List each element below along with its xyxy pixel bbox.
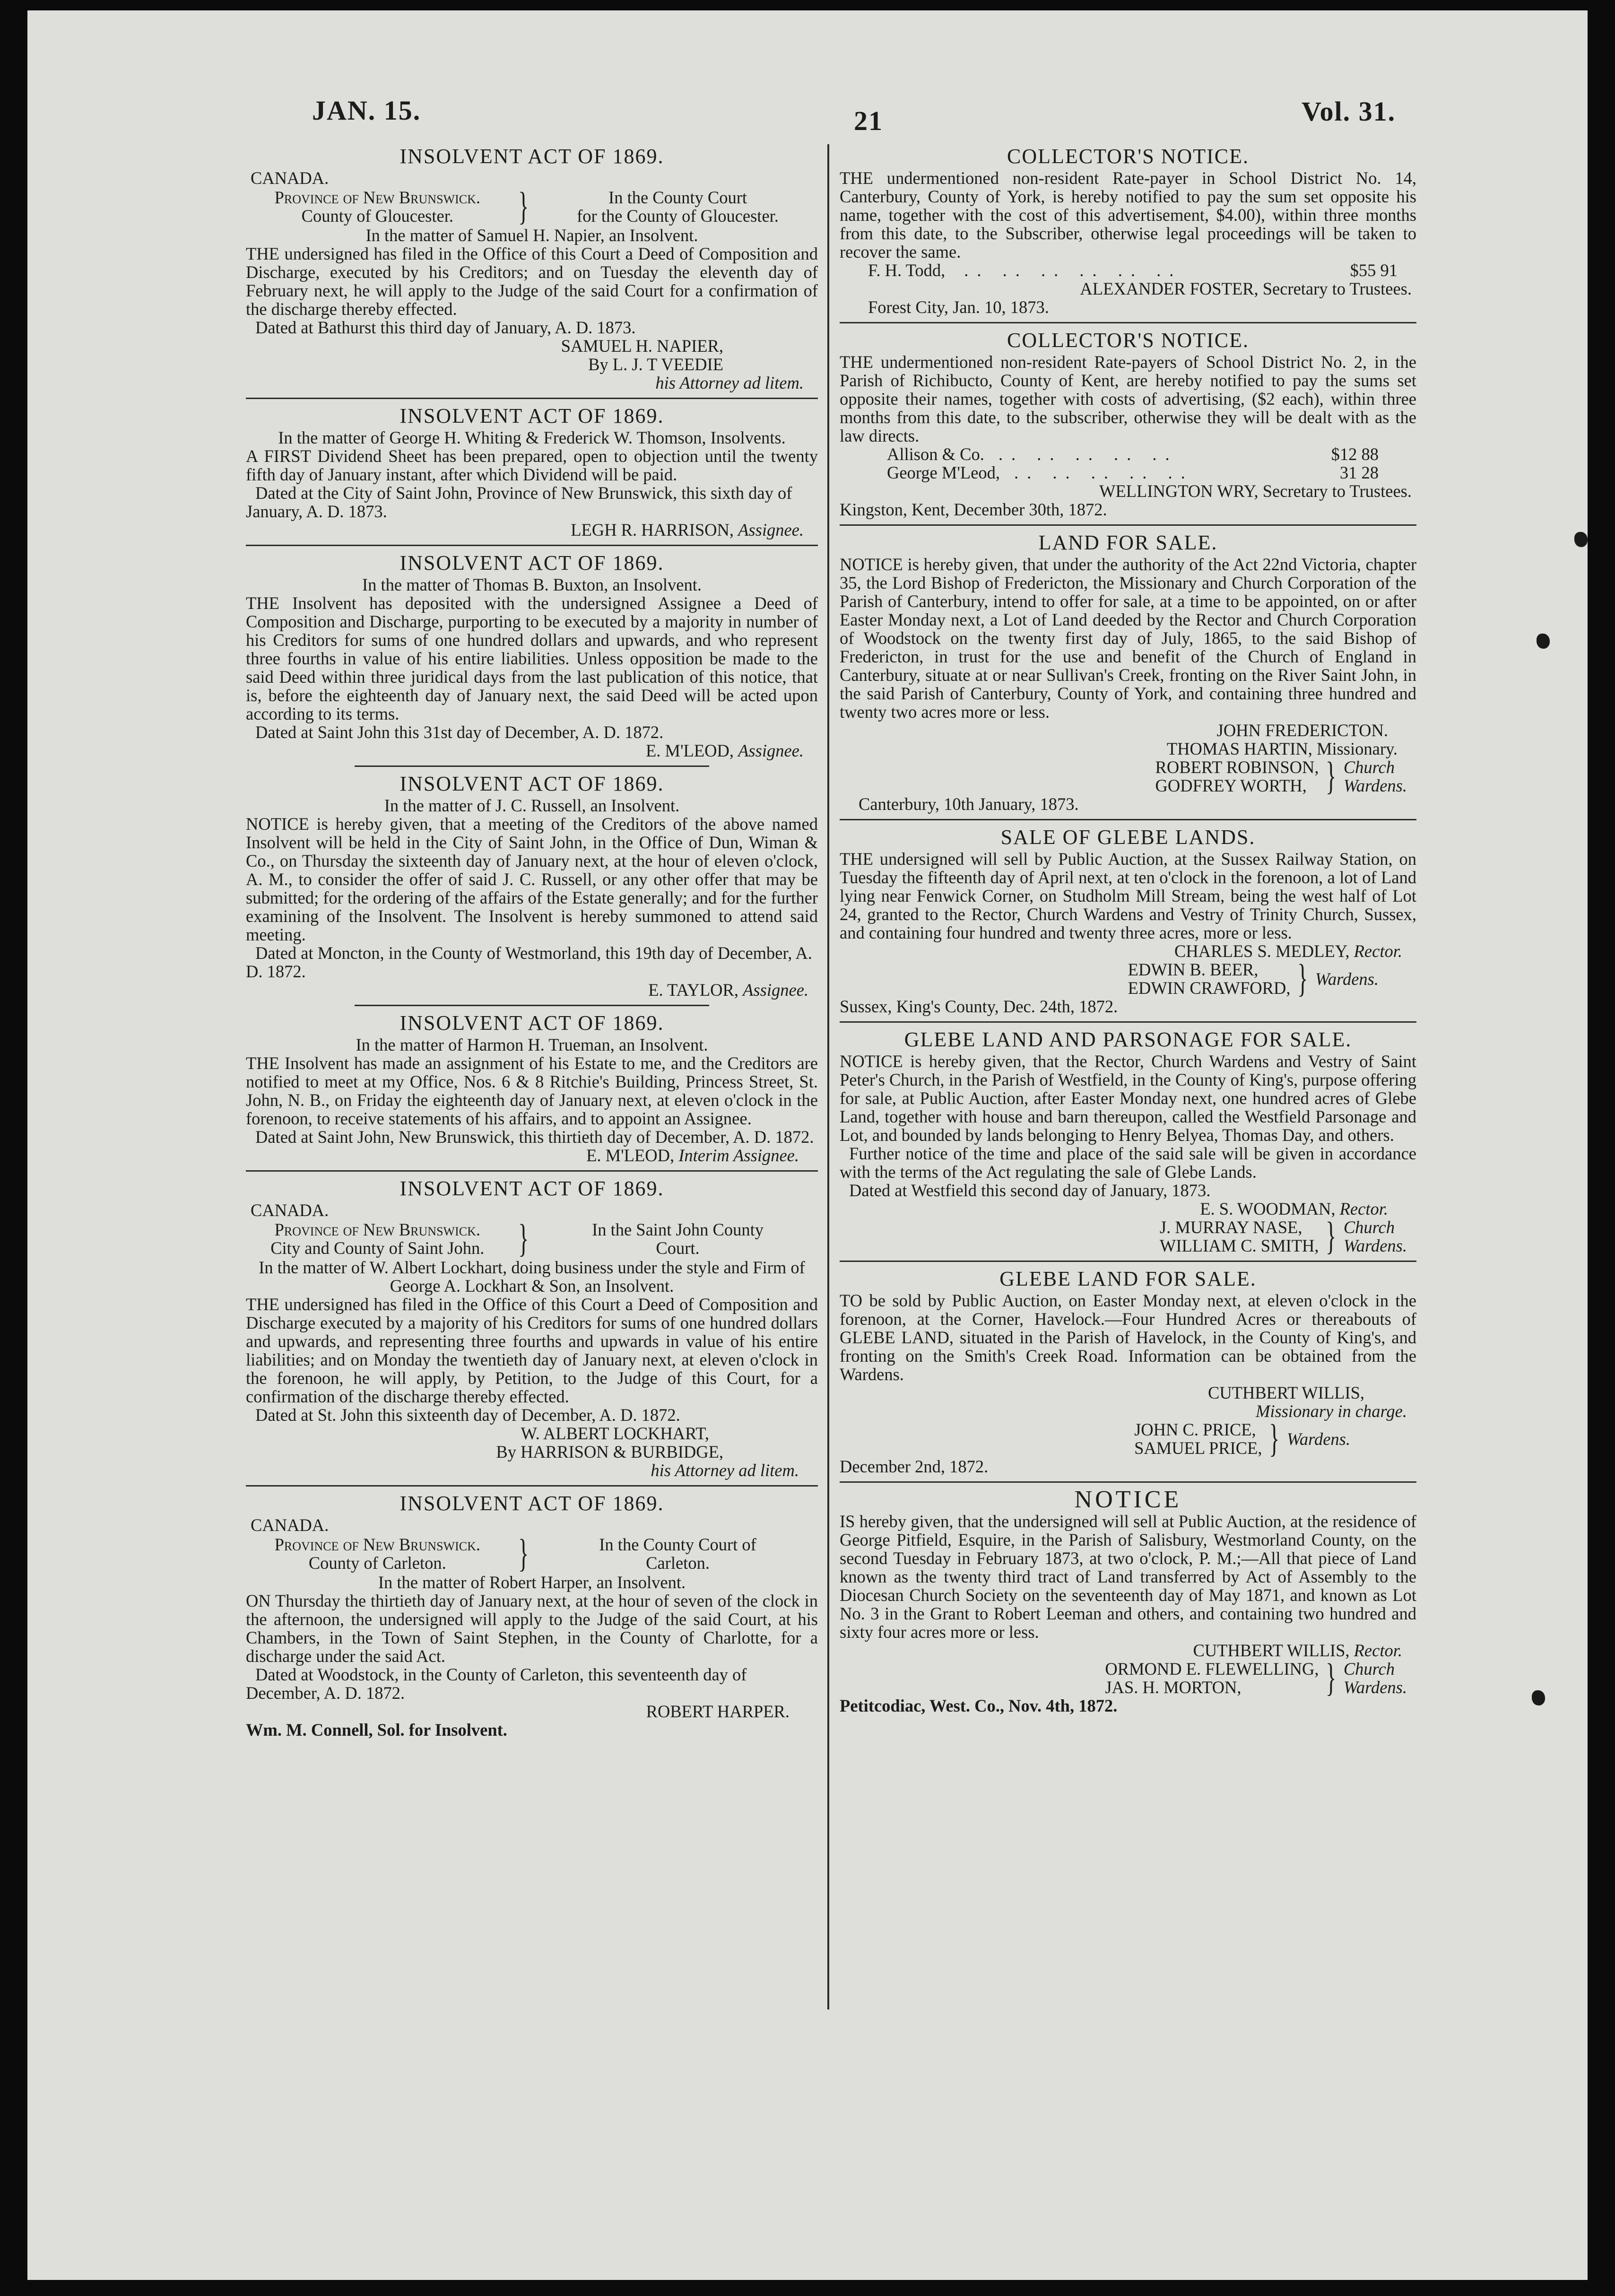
dated-line: Dated at Bathurst this third day of January, A. D. 1873.: [255, 318, 636, 337]
notice-general: [840, 1487, 1416, 1715]
place-date: Petitcodiac, West. Co., Nov. 4th, 1872.: [840, 1696, 1118, 1715]
notice-title: INSOLVENT ACT OF 1869.: [399, 1492, 664, 1515]
section-rule: [840, 322, 1416, 323]
signature: WELLINGTON WRY, Secretary to Trustees.: [1099, 481, 1412, 501]
warden-role: Wardens.: [1343, 1236, 1407, 1255]
notice-russell: [246, 772, 818, 1006]
signature: E. M'LEOD,: [645, 741, 734, 760]
section-rule: [840, 524, 1416, 526]
signature-by: By HARRISON & BURBIDGE,: [496, 1442, 723, 1461]
signature: CUTHBERT WILLIS,: [1207, 1383, 1364, 1402]
ratepayer-name: George M'Leod,: [887, 463, 1000, 482]
signature-role: Rector.: [1339, 1199, 1388, 1218]
signature-role: Assignee.: [738, 741, 804, 760]
notice-title: SALE OF GLEBE LANDS.: [1000, 826, 1256, 849]
notice-body: NOTICE is hereby given, that a meeting of the Creditors of the above named Insolvent will be held in the City of Saint John, in the Office of Dun, Wiman & Co., on Thursday the sixteenth day of January next, at the hour of eleven o'clock, A. M., to consider the offer of said J. C. Russell, or any other offer that may be submitted; for the ordering of the affairs of the Estate generally; and for the further examining of the Insolvent. The Insolvent is hereby summoned to attend said meeting.: [246, 814, 818, 944]
province-label: Province of New Brunswick.: [274, 188, 480, 207]
notice-title: GLEBE LAND AND PARSONAGE FOR SALE.: [904, 1028, 1352, 1051]
notice-body: NOTICE is hereby given, that under the authority of the Act 22nd Victoria, chapter 35, the Lord Bishop of Fredericton, the Missionary and Church Corporation of the Parish of Canterbury, intend to offer for sale, at a time to be appointed, on or after Easter Monday next, a Lot of Land deeded by the Rector and Church Corporation of Woodstock on the twenty first day of July, 1865, to the said Bishop of Fredericton, in trust for the use and benefit of the Church of England in Canterbury, situate at or near Sullivan's Creek, fronting on the River Saint John, in the said Parish of Canterbury, County of York, and containing three hundred and twenty two acres more or less.: [840, 555, 1416, 722]
place-date: Sussex, King's County, Dec. 24th, 1872.: [840, 997, 1118, 1016]
matter-line: In the matter of Harmon H. Trueman, an Insolvent.: [356, 1035, 708, 1054]
notice-body: THE undersigned has filed in the Office of this Court a Deed of Composition and Discharge, executed by his Creditors; and on Tuesday the eleventh day of February next, he will apply to the Judge of the said Court for a confirmation of the discharge thereby effected.: [246, 244, 818, 319]
page-number: 21: [854, 105, 883, 136]
volume-number: Vol. 31.: [1302, 96, 1396, 127]
notice-title: INSOLVENT ACT OF 1869.: [399, 1011, 664, 1035]
court-heading: [246, 1217, 818, 1261]
page-mark: [1574, 532, 1588, 547]
notice-body: THE undersigned will sell by Public Auction, at the Sussex Railway Station, on Tuesday the fifteenth day of April next, at ten o'clock in the forenoon, a lot of Land lying near Fenwick Corner, on Studholm Mill Stream, being the west half of Lot 24, granted to the Rector, Church Wardens and Vestry of Trinity Church, Sussex, and containing four hundred and twenty three acres, more or less.: [840, 849, 1416, 942]
warden-name: J. MURRAY NASE,: [1159, 1218, 1302, 1237]
warden-name: WILLIAM C. SMITH,: [1159, 1236, 1319, 1255]
brace-glyph: }: [1326, 1656, 1337, 1700]
warden-role: Wardens.: [1286, 1429, 1350, 1449]
page-mark: [1537, 634, 1550, 649]
notice-title: INSOLVENT ACT OF 1869.: [399, 145, 664, 168]
court-name: In the Saint John County: [592, 1220, 764, 1239]
warden-name: SAMUEL PRICE,: [1134, 1438, 1262, 1458]
signature-role: his Attorney ad litem.: [655, 373, 804, 392]
section-rule: [246, 398, 818, 399]
section-rule: [246, 1170, 818, 1172]
wardens-block: [840, 1214, 1416, 1258]
court-heading: [246, 1531, 818, 1575]
dated-line: Dated at Westfield this second day of January, 1873.: [849, 1181, 1211, 1200]
notice-body-2: Further notice of the time and place of the said sale will be given in accordance with the terms of the Act regulating the sale of Glebe Lands.: [840, 1144, 1416, 1182]
matter-line: In the matter of Thomas B. Buxton, an Insolvent.: [362, 575, 702, 594]
notice-title: COLLECTOR'S NOTICE.: [1007, 329, 1249, 352]
signature: LEGH R. HARRISON,: [571, 520, 734, 539]
signature: E. TAYLOR,: [648, 980, 738, 1000]
notice-body: NOTICE is hereby given, that the Rector, Church Wardens and Vestry of Saint Peter's Church, in the Parish of Westfield, in the County of King's, purpose offering for sale, at Public Auction, after Easter Monday next, one hundred acres of Glebe Land, together with house and barn thereupon, called the Westfield Parsonage and Lot, and bounded by lands belonging to Henry Belyea, Thomas Day, and others.: [840, 1052, 1416, 1145]
notice-trueman: [246, 1011, 818, 1172]
notice-collector-1: [840, 144, 1416, 323]
rate-amount: $55 91: [1350, 261, 1398, 280]
dated-line: Dated at St. John this sixteenth day of December, A. D. 1872.: [255, 1405, 680, 1425]
signature-by: By L. J. T VEEDIE: [588, 355, 723, 374]
county-label: County of Carleton.: [308, 1553, 446, 1573]
wardens-block: [840, 1417, 1416, 1461]
header-date: JAN. 15.: [312, 95, 421, 126]
brace-glyph: }: [518, 184, 529, 228]
matter-line: In the matter of George H. Whiting & Frederick W. Thomson, Insolvents.: [278, 428, 786, 447]
signature: THOMAS HARTIN, Missionary.: [1166, 739, 1398, 758]
province-label: Province of New Brunswick.: [274, 1220, 480, 1239]
warden-role: Church: [1343, 1659, 1395, 1679]
warden-role: Wardens.: [1315, 969, 1379, 989]
county-label: City and County of Saint John.: [270, 1238, 485, 1258]
notice-body: THE undermentioned non-resident Rate-payer in School District No. 14, Canterbury, County of York, is hereby notified to pay the sum set opposite his name, together with the cost of this advertisement, $4.00), within three months from this date, to the Subscriber, otherwise legal proceedings will be taken to recover the same.: [840, 168, 1416, 261]
notice-title: INSOLVENT ACT OF 1869.: [399, 551, 664, 574]
notice-land-for-sale: [840, 531, 1416, 820]
warden-name: JAS. H. MORTON,: [1105, 1678, 1242, 1697]
warden-name: GODFREY WORTH,: [1155, 776, 1307, 795]
dated-line: Dated at Woodstock, in the County of Carleton, this seventeenth day of December, A. D. 1872.: [246, 1665, 747, 1703]
place-date: December 2nd, 1872.: [840, 1457, 989, 1476]
notice-buxton: [246, 551, 818, 767]
notice-glebe-land-for-sale: [840, 1267, 1416, 1483]
signature: E. M'LEOD,: [586, 1146, 675, 1165]
dated-line: Dated at the City of Saint John, Province of New Brunswick, this sixth day of January, A. D. 1873.: [246, 483, 792, 521]
leader-dots: .. .. .. .. ..: [998, 444, 1178, 464]
left-column: [246, 144, 818, 1739]
signature: W. ALBERT LOCKHART,: [521, 1424, 709, 1443]
warden-name: JOHN C. PRICE,: [1134, 1420, 1256, 1439]
place-date: Canterbury, 10th January, 1873.: [859, 794, 1079, 814]
notice-body: THE Insolvent has made an assignment of his Estate to me, and the Creditors are notified to meet at my Office, Nos. 6 & 8 Ritchie's Building, Princess Street, St. John, N. B., on Friday the eighteenth day of January next, at eleven o'clock in the forenoon, to receive statements of his affairs, and to appoint an Assignee.: [246, 1053, 818, 1128]
warden-role: Church: [1343, 1218, 1395, 1237]
notice-body: TO be sold by Public Auction, on Easter Monday next, at eleven o'clock in the forenoon, at the Corner, Havelock.—Four Hundred Acres or thereabouts of GLEBE LAND, situated in the Parish of Havelock, in the County of King's, and fronting on the Smith's Creek Road. Information can be obtained from the Wardens.: [840, 1291, 1416, 1384]
notice-whiting: [246, 404, 818, 546]
notice-body: THE undermentioned non-resident Rate-payers of School District No. 2, in the Parish of Richibucto, County of Kent, are hereby notified to pay the sums set opposite their names, together with costs of advertising, ($2 each), within three months from this date, to the subscriber, otherwise they will be dealt with as the law directs.: [840, 352, 1416, 445]
signature: E. S. WOODMAN,: [1200, 1199, 1336, 1218]
canada-label: CANADA.: [251, 168, 329, 188]
warden-name: EDWIN CRAWFORD,: [1128, 978, 1291, 998]
notice-napier: [246, 144, 818, 399]
rate-row: [840, 261, 1416, 279]
section-rule: [840, 1261, 1416, 1262]
brace-glyph: }: [518, 1217, 529, 1261]
warden-name: ROBERT ROBINSON,: [1155, 757, 1319, 777]
notice-body: ON Thursday the thirtieth day of January next, at the hour of seven of the clock in the afternoon, the undersigned will apply to the Judge of the said Court, at his Chambers, in the Town of Saint Stephen, in the County of Charlotte, for a discharge under the said Act.: [246, 1591, 818, 1666]
notice-title: INSOLVENT ACT OF 1869.: [399, 1177, 664, 1200]
signature: ALEXANDER FOSTER, Secretary to Trustees.: [1080, 279, 1412, 298]
solicitor-line: Wm. M. Connell, Sol. for Insolvent.: [246, 1720, 507, 1739]
brace-glyph: }: [1326, 1214, 1337, 1258]
signature-role: Assignee.: [738, 520, 804, 539]
signature-role: Missionary in charge.: [1255, 1401, 1407, 1421]
province-label: Province of New Brunswick.: [274, 1535, 480, 1554]
signature: CUTHBERT WILLIS,: [1193, 1641, 1350, 1660]
notice-body: THE undersigned has filed in the Office of this Court a Deed of Composition and Discharge executed by a majority of his Creditors for sums of one hundred dollars and upwards, and representing three fourths and upwards in value of his entire liabilities; and on Monday the twentieth day of January next, at eleven o'clock in the forenoon, he will apply, by Petition, to the Judge of this Court, for a confirmation of the discharge thereby effected.: [246, 1295, 818, 1406]
dated-line: Dated at Moncton, in the County of Westmorland, this 19th day of December, A. D. 1872.: [246, 943, 812, 981]
leader-dots: .. .. .. .. ..: [1014, 463, 1194, 482]
section-rule: [355, 1005, 709, 1006]
brace-glyph: }: [1326, 754, 1337, 798]
column-divider: [827, 144, 829, 2009]
court-name-2: Court.: [656, 1238, 700, 1258]
notice-glebe-and-parsonage: [840, 1027, 1416, 1262]
notice-title: INSOLVENT ACT OF 1869.: [399, 404, 664, 427]
section-rule: [840, 819, 1416, 820]
matter-line: In the matter of Samuel H. Napier, an Insolvent.: [365, 226, 698, 245]
section-rule: [246, 545, 818, 546]
section-rule: [355, 765, 709, 767]
rate-row: [840, 445, 1416, 463]
rate-row: [840, 463, 1416, 482]
canada-label: CANADA.: [251, 1515, 329, 1535]
signature: JOHN FREDERICTON.: [1216, 721, 1388, 740]
signature: CHARLES S. MEDLEY,: [1174, 941, 1350, 961]
court-name: In the County Court of: [599, 1535, 756, 1554]
notice-collector-2: [840, 328, 1416, 526]
section-rule: [840, 1021, 1416, 1023]
signature-role: Assignee.: [743, 980, 808, 1000]
ratepayer-name: F. H. Todd,: [868, 261, 946, 280]
notice-title: LAND FOR SALE.: [1038, 531, 1218, 554]
notice-title: GLEBE LAND FOR SALE.: [999, 1267, 1257, 1290]
warden-name: ORMOND E. FLEWELLING,: [1105, 1659, 1319, 1679]
signature-role: Interim Assignee.: [678, 1146, 799, 1165]
ratepayer-name: Allison & Co.: [887, 444, 984, 464]
notice-title: COLLECTOR'S NOTICE.: [1007, 145, 1249, 168]
court-name-2: Carleton.: [646, 1553, 710, 1573]
wardens-block: [840, 754, 1416, 798]
matter-line: In the matter of Robert Harper, an Insolvent.: [378, 1573, 686, 1592]
dated-line: Dated at Saint John this 31st day of December, A. D. 1872.: [255, 722, 664, 742]
warden-role: Church: [1343, 757, 1395, 777]
brace-glyph: }: [1297, 957, 1308, 1000]
notice-harper: [246, 1491, 818, 1739]
notice-lockhart: [246, 1176, 818, 1487]
dated-line: Dated at Saint John, New Brunswick, this thirtieth day of December, A. D. 1872.: [255, 1127, 814, 1147]
court-name-2: for the County of Gloucester.: [577, 206, 779, 226]
rate-amount: 31 28: [1339, 463, 1379, 482]
signature: SAMUEL H. NAPIER,: [561, 336, 723, 356]
court-name: In the County Court: [608, 188, 747, 207]
warden-role: Wardens.: [1343, 776, 1407, 795]
page-mark: [1532, 1690, 1545, 1705]
county-label: County of Gloucester.: [301, 206, 453, 226]
leader-dots: .. .. .. .. .. ..: [964, 261, 1182, 280]
place-date: Kingston, Kent, December 30th, 1872.: [840, 500, 1107, 519]
signature-role: his Attorney ad litem.: [651, 1461, 799, 1480]
matter-line: In the matter of J. C. Russell, an Insolvent.: [384, 796, 680, 815]
rate-amount: $12 88: [1331, 444, 1379, 464]
right-column: [840, 144, 1416, 1715]
signature-role: Rector.: [1354, 1641, 1402, 1660]
place-date: Forest City, Jan. 10, 1873.: [868, 297, 1049, 317]
warden-name: EDWIN B. BEER,: [1128, 960, 1259, 979]
wardens-block: [840, 957, 1416, 1000]
notice-title: NOTICE: [1074, 1486, 1182, 1513]
matter-line: In the matter of W. Albert Lockhart, doing business under the style and Firm of George A. Lockhart & Son, an Insolvent.: [259, 1258, 805, 1296]
court-heading: [246, 184, 818, 228]
notice-body: IS hereby given, that the undersigned will sell at Public Auction, at the residence of George Pitfield, Esquire, in the Parish of Salisbury, Westmorland County, on the second Tuesday in February 1873, at two o'clock, P. M.;—All that piece of Land known as the twenty third tract of Land transferred by Act of Assembly to the Diocesan Church Society on the seventeenth day of May 1871, and known as Lot No. 3 in the Grant to Robert Leeman and others, and containing two hundred and sixty four acres more or less.: [840, 1512, 1416, 1642]
brace-glyph: }: [1269, 1417, 1280, 1461]
canada-label: CANADA.: [251, 1200, 329, 1220]
wardens-block: [840, 1656, 1416, 1700]
brace-glyph: }: [518, 1531, 529, 1575]
warden-role: Wardens.: [1343, 1678, 1407, 1697]
notice-body: THE Insolvent has deposited with the undersigned Assignee a Deed of Composition and Discharge, purporting to be executed by a majority in number of his Creditors for sums of one hundred dollars and upwards, and who represent three fourths in value of his entire liabilities. Unless opposition be made to the said Deed within three juridical days from the last publication of this notice, that is, before the eighteenth day of January next, the said Deed will be acted upon according to its terms.: [246, 593, 818, 723]
signature-role: Rector.: [1354, 941, 1402, 961]
section-rule: [840, 1481, 1416, 1483]
section-rule: [246, 1485, 818, 1487]
signature: ROBERT HARPER.: [646, 1702, 790, 1721]
notice-title: INSOLVENT ACT OF 1869.: [399, 772, 664, 795]
notice-sale-of-glebe-lands: [840, 825, 1416, 1023]
notice-body: A FIRST Dividend Sheet has been prepared, open to objection until the twenty fifth day of January instant, after which Dividend will be paid.: [246, 446, 818, 484]
